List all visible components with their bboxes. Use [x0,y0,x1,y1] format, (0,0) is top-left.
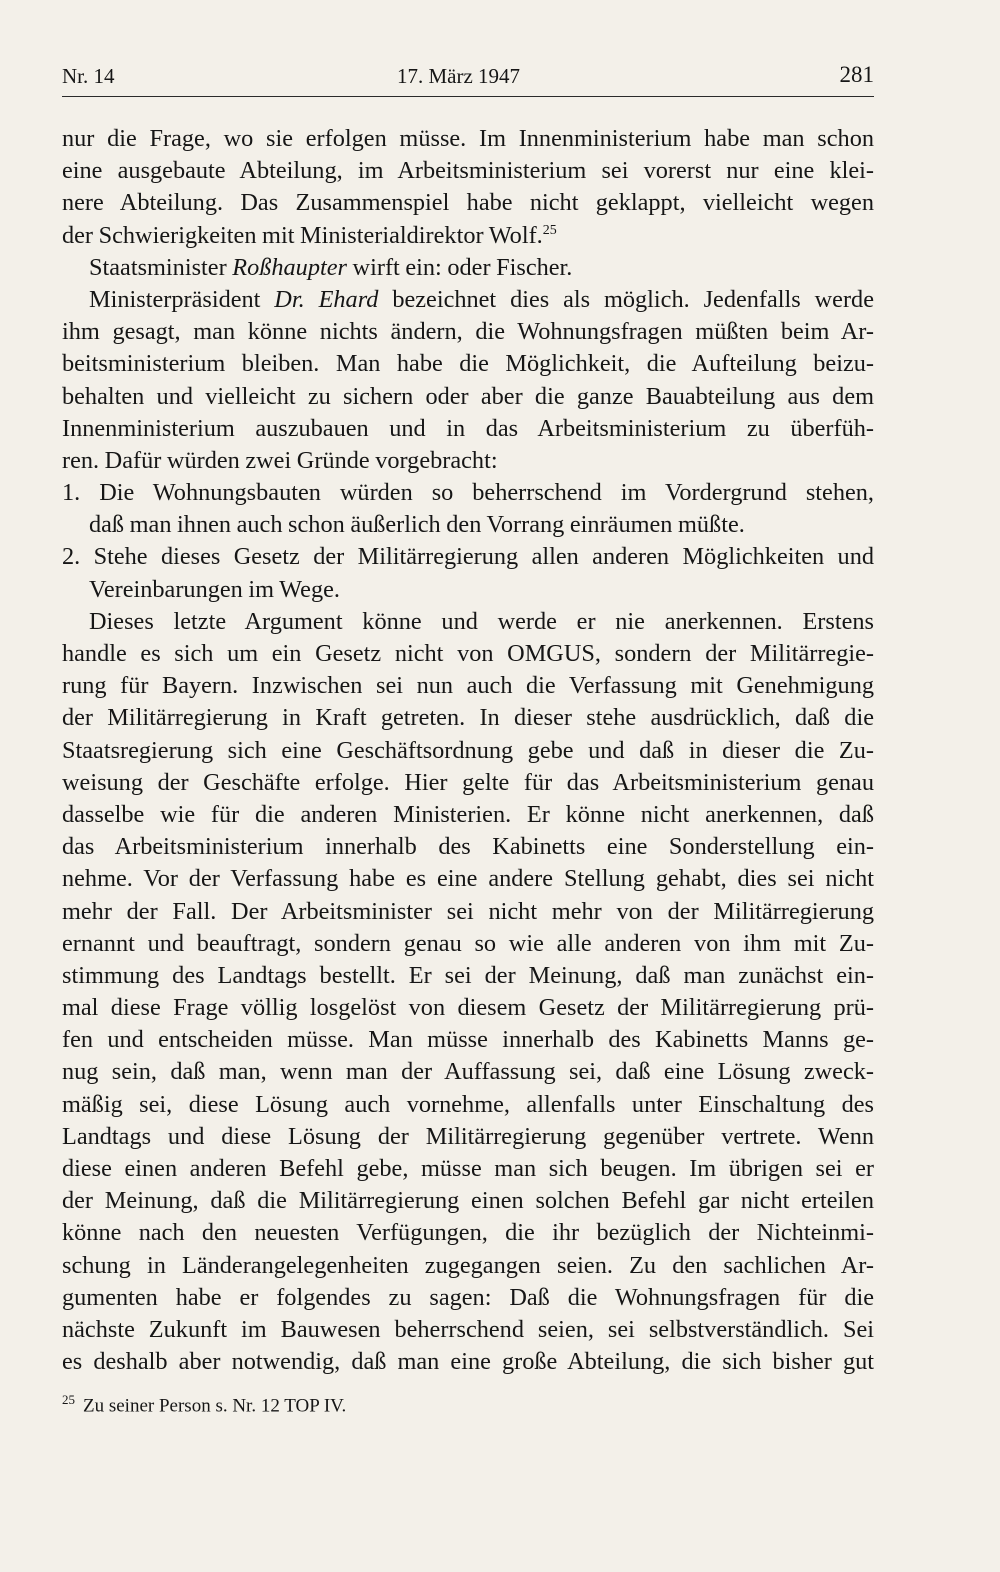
document-number: Nr. 14 [62,64,115,88]
text-line: könne nach den neuesten Verfügungen, die ihr bezüglich der Nichteinmi- [62,1219,874,1247]
text-line: eine ausgebaute Abteilung, im Arbeitsministerium sei vorerst nur eine klei- [62,157,874,185]
text-line: der Militärregierung in Kraft getreten. In dieser stehe ausdrücklich, daß die [62,704,874,732]
text-line: gumenten habe er folgendes zu sagen: Daß die Wohnungsfragen für die [62,1283,874,1311]
body-text [62,123,874,1378]
text-line: der Schwierigkeiten mit Ministerialdirektor Wolf.$^{25}$ [62,221,557,249]
footnote-reference: 25 [542,222,557,238]
text-line: Dieses letzte Argument könne und werde er nie anerkennen. Erstens [89,607,874,635]
text-line: mehr der Fall. Der Arbeitsminister sei nicht mehr von der Militärregierung [62,897,874,925]
text-line: nur die Frage, wo sie erfolgen müsse. Im Innenministerium habe man schon [62,125,874,152]
text-line: 2. Stehe dieses Gesetz der Militärregierung allen anderen Möglichkeiten und [62,543,874,571]
footnote-number: 25 [62,1392,75,1407]
text-line: das Arbeitsministerium innerhalb des Kabinetts eine Sonderstellung ein- [62,833,874,861]
text-line: nehme. Vor der Verfassung habe es eine andere Stellung gehabt, dies sei nicht [62,865,874,893]
text-line: rung für Bayern. Inzwischen sei nun auch die Verfassung mit Genehmigung [62,672,874,700]
text-line: nug sein, daß man, wenn man der Auffassung sei, daß eine Lösung zweck- [62,1058,874,1086]
text-line: weisung der Geschäfte erfolge. Hier gelte für das Arbeitsministerium genau [62,768,874,796]
text-line: Innenministerium auszubauen und in das Arbeitsministerium zu überfüh- [62,414,874,442]
text-line: stimmung des Landtags bestellt. Er sei der Meinung, daß man zunächst ein- [62,961,874,989]
text-line: nächste Zukunft im Bauwesen beherrschend seien, sei selbstverständlich. Sei [62,1315,874,1343]
text-line: schung in Länderangelegenheiten zugegangen seien. Zu den sachlichen Ar- [62,1251,874,1279]
meeting-date: 17. März 1947 [397,64,521,88]
text-line: dasselbe wie für die anderen Ministerien. Er könne nicht anerkennen, daß [62,800,874,828]
text-line: Staatsregierung sich eine Geschäftsordnung gebe und daß in dieser die Zu- [62,736,874,764]
text-line: Vereinbarungen im Wege. [89,575,340,603]
footnote-text: Zu seiner Person s. Nr. 12 TOP IV. [83,1395,347,1417]
text-line: daß man ihnen auch schon äußerlich den Vorrang einräumen müßte. [89,511,745,539]
text-line: 1. Die Wohnungsbauten würden so beherrschend im Vordergrund stehen, [62,479,874,507]
text-line: fen und entscheiden müsse. Man müsse innerhalb des Kabinetts Manns ge- [62,1026,874,1054]
page-number: 281 [839,62,874,87]
text-line: handle es sich um ein Gesetz nicht von OMGUS, sondern der Militärregie- [62,640,874,667]
text-line: Landtags und diese Lösung der Militärregierung gegenüber vertrete. Wenn [62,1122,874,1150]
text-line: ren. Dafür würden zwei Gründe vorgebracht: [62,446,498,474]
text-line: diese einen anderen Befehl gebe, müsse man sich beugen. Im übrigen sei er [62,1155,874,1182]
text-line: es deshalb aber notwendig, daß man eine große Abteilung, die sich bisher gut [62,1348,874,1376]
text-line: Staatsminister Roßhaupter wirft ein: oder Fischer. [89,253,573,281]
text-line: der Meinung, daß die Militärregierung einen solchen Befehl gar nicht erteilen [62,1187,874,1215]
footnote [62,1388,874,1418]
text-line: ernannt und beauftragt, sondern genau so wie alle anderen von ihm mit Zu- [62,929,874,957]
text-line: nere Abteilung. Das Zusammenspiel habe nicht geklappt, vielleicht wegen [62,189,874,217]
text-line: Ministerpräsident Dr. Ehard bezeichnet dies als möglich. Jedenfalls werde [89,285,874,313]
text-line: mäßig sei, diese Lösung auch vornehme, allenfalls unter Einschaltung des [62,1090,874,1118]
text-line: ihm gesagt, man könne nichts ändern, die Wohnungsfragen müßten beim Ar- [62,318,874,346]
running-header [62,62,874,97]
text-line: behalten und vielleicht zu sichern oder aber die ganze Bauabteilung aus dem [62,382,874,410]
text-line: beitsministerium bleiben. Man habe die Möglichkeit, die Aufteilung beizu- [62,350,874,378]
text-line: mal diese Frage völlig losgelöst von diesem Gesetz der Militärregierung prü- [62,994,874,1022]
